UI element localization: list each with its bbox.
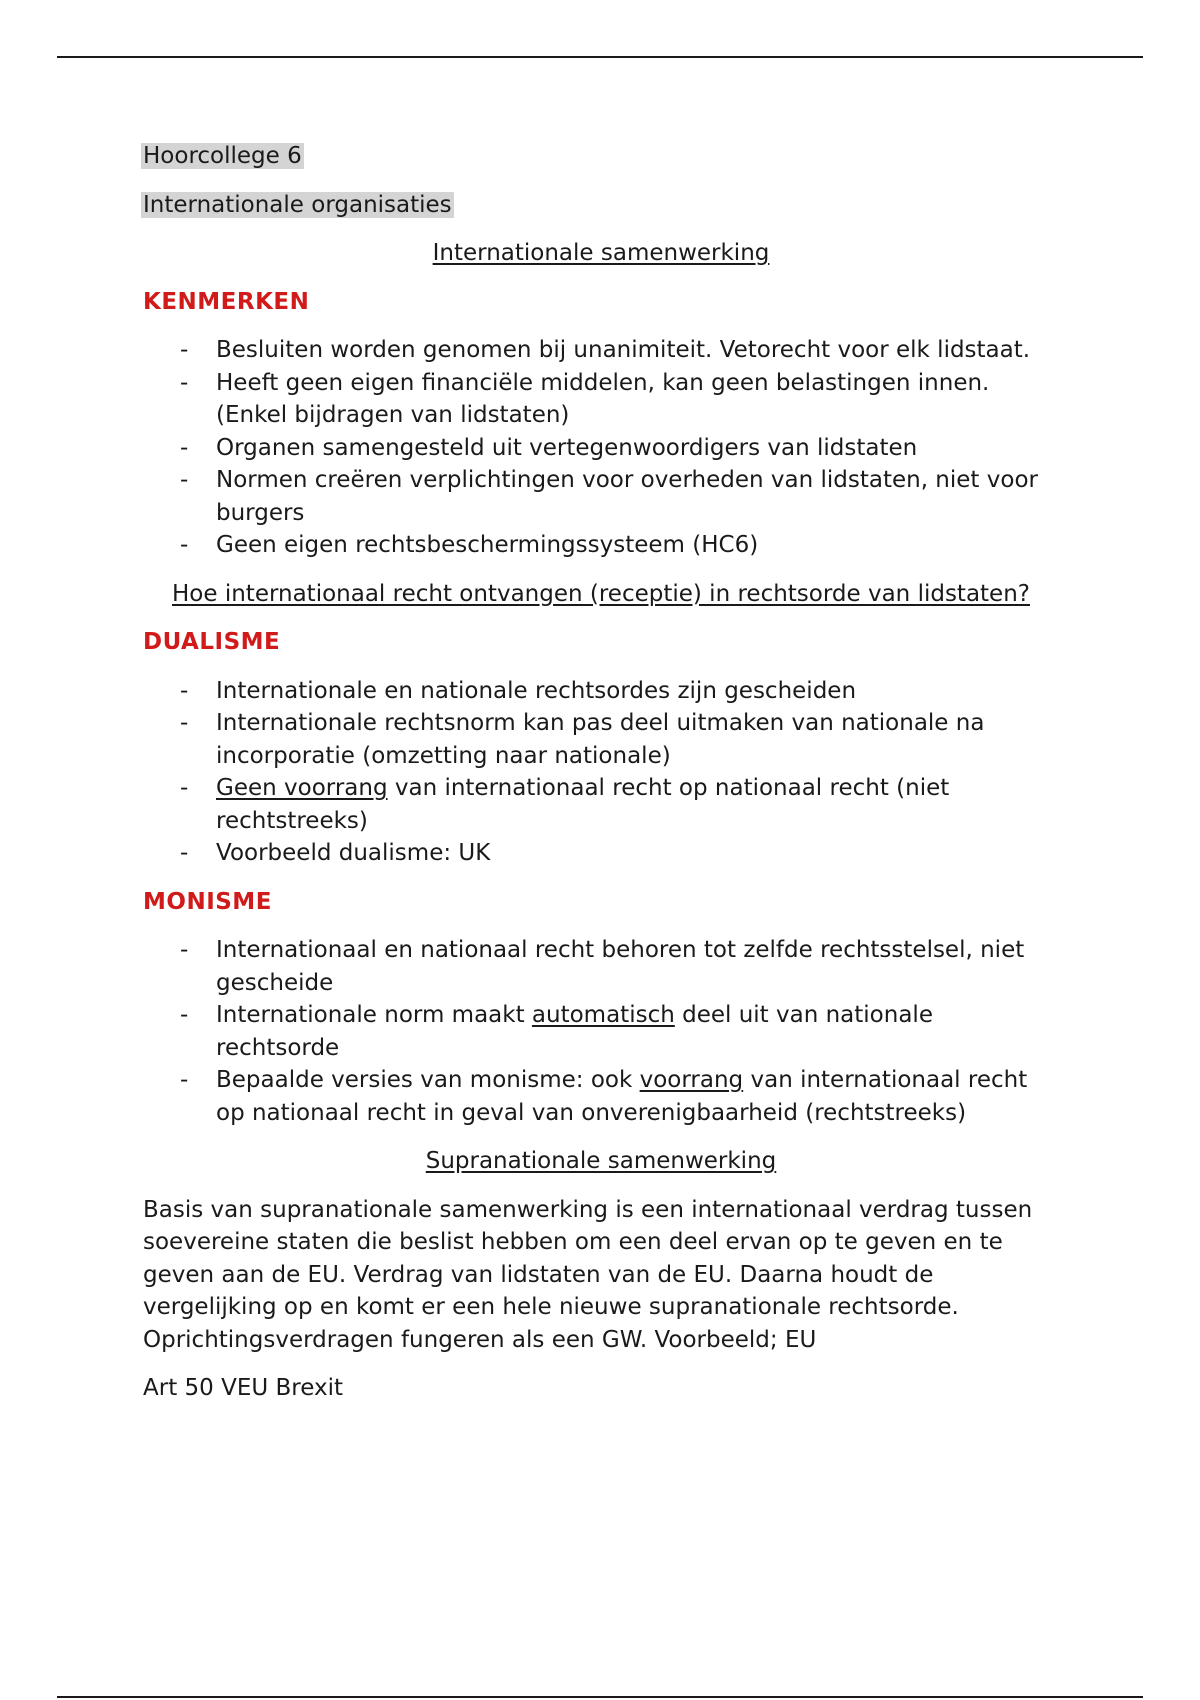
underlined-term: automatisch — [531, 1002, 675, 1028]
document-page — [143, 140, 1059, 1421]
section-title-supranational: Supranationale samenwerking — [425, 1148, 777, 1174]
list-item-text: Bepaalde versies van monisme: ook — [216, 1067, 640, 1093]
kenmerken-list — [143, 334, 1059, 562]
list-item-text: Internationale norm maakt — [216, 1002, 532, 1028]
list-item: - Organen samengesteld uit vertegenwoordigers van lidstaten — [143, 432, 1059, 465]
list-item: - Voorbeeld dualisme: UK — [143, 837, 1059, 870]
lecture-title: Hoorcollege 6 — [143, 143, 302, 169]
list-item-text: van internationaal recht op nationaal recht in geval van onverenigbaarheid (rechtstreeks) — [216, 1067, 1028, 1126]
lecture-title-line — [143, 140, 1059, 173]
reception-question: Hoe internationaal recht ontvangen (receptie) in rechtsorde van lidstaten? — [172, 580, 1030, 607]
section-title-line — [143, 237, 1059, 270]
list-item — [143, 772, 1059, 837]
heading-monisme: MONISME — [143, 888, 272, 915]
section-title-international: Internationale samenwerking — [432, 240, 770, 266]
list-item: - Besluiten worden genomen bij unanimiteit. Vetorecht voor elk lidstaat. — [143, 334, 1059, 367]
question-line — [143, 578, 1059, 611]
heading-kenmerken: KENMERKEN — [143, 288, 310, 315]
bottom-rule — [57, 1696, 1143, 1698]
top-rule — [57, 56, 1143, 58]
supranational-paragraph: Basis van supranationale samenwerking is een internationaal verdrag tussen soevereine staten die beslist hebben om een deel ervan op te geven en te geven aan de EU. Verdrag van lidstaten van de EU. Daarna houdt de vergelijking op en komt er een hele nieuwe supranationale rechtsorde. Oprichtingsverdragen fungeren als een GW. Voorbeeld; EU — [143, 1196, 1033, 1353]
underlined-term: Geen voorrang — [216, 775, 388, 801]
list-item: - Geen eigen rechtsbeschermingssysteem (HC6) — [143, 529, 1059, 562]
topic-title: Internationale organisaties — [143, 191, 452, 218]
heading-dualisme: DUALISME — [143, 629, 281, 655]
list-item-text: van internationaal recht op nationaal recht (niet rechtstreeks) — [216, 775, 950, 834]
list-item-text: deel uit van nationale rechtsorde — [216, 1002, 933, 1061]
list-item: - Heeft geen eigen financiële middelen, kan geen belastingen innen. (Enkel bijdragen van lidstaten) — [143, 367, 1059, 432]
section-title-line — [143, 1145, 1059, 1178]
dualisme-list — [143, 675, 1059, 870]
list-item: - Internationaal en nationaal recht behoren tot zelfde rechtsstelsel, niet gescheide — [143, 934, 1059, 999]
brexit-note: Art 50 VEU Brexit — [143, 1375, 344, 1401]
monisme-list — [143, 934, 1059, 1129]
list-item: - Internationale en nationale rechtsordes zijn gescheiden — [143, 675, 1059, 708]
list-item — [143, 999, 1059, 1064]
list-item: - Internationale rechtsnorm kan pas deel uitmaken van nationale na incorporatie (omzetting naar nationale) — [143, 707, 1059, 772]
list-item: - Normen creëren verplichtingen voor overheden van lidstaten, niet voor burgers — [143, 464, 1059, 529]
topic-title-line — [143, 189, 1059, 222]
underlined-term: voorrang — [639, 1067, 744, 1093]
list-item — [143, 1064, 1059, 1129]
